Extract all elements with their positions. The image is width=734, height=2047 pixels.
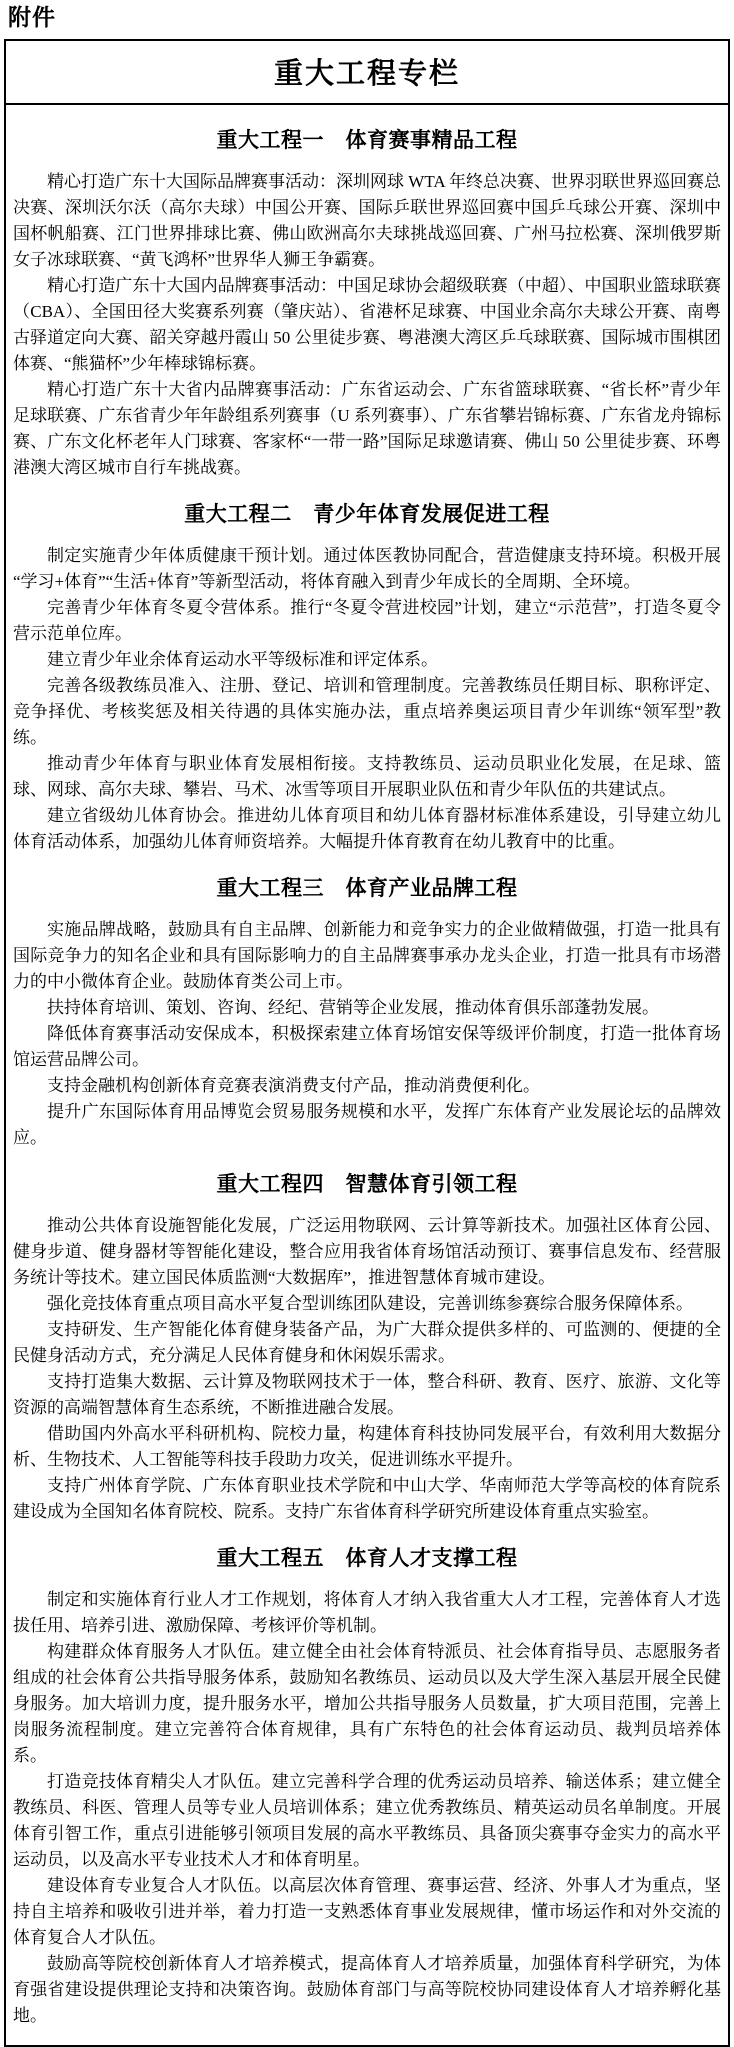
section-heading: 重大工程一 体育赛事精品工程 — [216, 128, 518, 152]
body-paragraph: 支持打造集大数据、云计算及物联网技术于一体，整合科研、教育、医疗、旅游、文化等资源的高端智慧体育生态系统，不断推进融合发展。 — [13, 1371, 721, 1417]
body-paragraph: 降低体育赛事活动安保成本，积极探索建立体育场馆安保等级评价制度，打造一批体育场馆运营品牌公司。 — [13, 1023, 721, 1069]
section-youth-sports — [13, 498, 721, 855]
body-paragraph: 构建群众体育服务人才队伍。建立健全由社会体育特派员、社会体育指导员、志愿服务者组成的社会体育公共指导服务体系，鼓励知名教练员、运动员以及大学生深入基层开展全民健身服务。加大培训力度，提升服务水平，增加公共指导服务人员数量，扩大项目范围，完善上岗服务流程制度。建立完善符合体育规律，具有广东特色的社会体育运动员、裁判员培养体系。 — [13, 1641, 721, 1765]
major-projects-panel — [4, 39, 730, 2047]
section-industry-brand — [13, 872, 721, 1151]
body-paragraph: 实施品牌战略，鼓励具有自主品牌、创新能力和竞争实力的企业做精做强，打造一批具有国际竞争力的知名企业和具有国际影响力的自主品牌赛事承办龙头企业，打造一批具有市场潜力的中小微体育企业。鼓励体育类公司上市。 — [13, 919, 721, 991]
body-paragraph: 支持广州体育学院、广东体育职业技术学院和中山大学、华南师范大学等高校的体育院系建设成为全国知名体育院校、院系。支持广东省体育科学研究所建设体育重点实验室。 — [13, 1475, 721, 1521]
body-paragraph: 建立青少年业余体育运动水平等级标准和评定体系。 — [47, 649, 438, 669]
body-paragraph: 推动青少年体育与职业体育发展相衔接。支持教练员、运动员职业化发展，在足球、篮球、网球、高尔夫球、攀岩、马术、冰雪等项目开展职业队伍和青少年队伍的共建试点。 — [13, 753, 721, 799]
body-paragraph: 支持研发、生产智能化体育健身装备产品，为广大群众提供多样的、可监测的、便捷的全民健身活动方式，充分满足人民体育健身和休闲娱乐需求。 — [13, 1319, 721, 1365]
body-paragraph: 精心打造广东十大省内品牌赛事活动：广东省运动会、广东省篮球联赛、“省长杯”青少年足球联赛、广东省青少年年龄组系列赛事（U 系列赛事）、广东省攀岩锦标赛、广东省龙舟锦标赛、广东文化杯老年人门球赛、客家杯“一带一路”国际足球邀请赛、佛山 50 公里徒步赛、环粤港澳大湾区城市自行车挑战赛。 — [13, 379, 721, 477]
panel-title-row — [6, 41, 728, 105]
body-paragraph: 完善各级教练员准入、注册、登记、培训和管理制度。完善教练员任期目标、职称评定、竞争择优、考核奖惩及相关待遇的具体实施办法，重点培养奥运项目青少年训练“领军型”教练。 — [13, 675, 721, 747]
body-paragraph: 精心打造广东十大国际品牌赛事活动：深圳网球 WTA 年终总决赛、世界羽联世界巡回赛总决赛、深圳沃尔沃（高尔夫球）中国公开赛、国际乒联世界巡回赛中国乒乓球公开赛、深圳中国杯帆船赛、江门世界排球比赛、佛山欧洲高尔夫球挑战巡回赛、广州马拉松赛、深圳俄罗斯女子冰球联赛、“黄飞鸿杯”世界华人狮王争霸赛。 — [13, 171, 721, 269]
body-paragraph: 完善青少年体育冬夏令营体系。推行“冬夏令营进校园”计划，建立“示范营”，打造冬夏令营示范单位库。 — [13, 597, 721, 643]
section-heading: 重大工程三 体育产业品牌工程 — [216, 876, 518, 900]
section-heading: 重大工程五 体育人才支撑工程 — [216, 1546, 518, 1570]
section-smart-sports — [13, 1168, 721, 1525]
body-paragraph: 鼓励高等院校创新体育人才培养模式，提高体育人才培养质量，加强体育科学研究，为体育强省建设提供理论支持和决策咨询。鼓励体育部门与高等院校协同建设体育人才培养孵化基地。 — [13, 1953, 721, 2025]
section-heading: 重大工程四 智慧体育引领工程 — [216, 1172, 518, 1196]
panel-content — [6, 105, 728, 2045]
body-paragraph: 强化竞技体育重点项目高水平复合型训练团队建设，完善训练参赛综合服务保障体系。 — [47, 1293, 693, 1313]
body-paragraph: 借助国内外高水平科研机构、院校力量，构建体育科技协同发展平台，有效利用大数据分析、生物技术、人工智能等科技手段助力攻关，促进训练水平提升。 — [13, 1423, 721, 1469]
body-paragraph: 制定和实施体育行业人才工作规划，将体育人才纳入我省重大人才工程，完善体育人才选拔任用、培养引进、激励保障、考核评价等机制。 — [13, 1589, 721, 1635]
panel-title: 重大工程专栏 — [273, 57, 460, 90]
body-paragraph: 制定实施青少年体质健康干预计划。通过体医教协同配合，营造健康支持环境。积极开展“学习+体育”“生活+体育”等新型活动，将体育融入到青少年成长的全周期、全环境。 — [13, 545, 721, 591]
attachment-label: 附件 — [8, 4, 56, 30]
body-paragraph: 支持金融机构创新体育竞赛表演消费支付产品，推动消费便利化。 — [47, 1075, 540, 1095]
body-paragraph: 提升广东国际体育用品博览会贸易服务规模和水平，发挥广东体育产业发展论坛的品牌效应。 — [13, 1101, 721, 1147]
body-paragraph: 建设体育专业复合人才队伍。以高层次体育管理、赛事运营、经济、外事人才为重点，坚持自主培养和吸收引进并举，着力打造一支熟悉体育事业发展规律，懂市场运作和对外交流的体育复合人才队伍。 — [13, 1875, 721, 1947]
section-heading: 重大工程二 青少年体育发展促进工程 — [184, 502, 550, 526]
body-paragraph: 建立省级幼儿体育协会。推进幼儿体育项目和幼儿体育器材标准体系建设，引导建立幼儿体育活动体系，加强幼儿体育师资培养。大幅提升体育教育在幼儿教育中的比重。 — [13, 805, 721, 851]
section-talent-support — [13, 1542, 721, 2029]
body-paragraph: 推动公共体育设施智能化发展，广泛运用物联网、云计算等新技术。加强社区体育公园、健身步道、健身器材等智能化建设，整合应用我省体育场馆活动预订、赛事信息发布、经营服务统计等技术。建立国民体质监测“大数据库”，推进智慧体育城市建设。 — [13, 1215, 721, 1287]
body-paragraph: 扶持体育培训、策划、咨询、经纪、营销等企业发展，推动体育俱乐部蓬勃发展。 — [47, 997, 659, 1017]
body-paragraph: 精心打造广东十大国内品牌赛事活动：中国足球协会超级联赛（中超）、中国职业篮球联赛（CBA）、全国田径大奖赛系列赛（肇庆站）、省港杯足球赛、中国业余高尔夫球公开赛、南粤古驿道定向大赛、韶关穿越丹霞山 50 公里徒步赛、粤港澳大湾区乒乓球联赛、国际城市围棋团体赛、“熊猫杯”少年棒球锦标赛。 — [13, 275, 721, 373]
body-paragraph: 打造竞技体育精尖人才队伍。建立完善科学合理的优秀运动员培养、输送体系；建立健全教练员、科医、管理人员等专业人员培训体系；建立优秀教练员、精英运动员名单制度。开展体育引智工作，重点引进能够引领项目发展的高水平教练员、具备顶尖赛事夺金实力的高水平运动员，以及高水平专业技术人才和体育明星。 — [13, 1771, 721, 1869]
section-sports-events — [13, 124, 721, 481]
